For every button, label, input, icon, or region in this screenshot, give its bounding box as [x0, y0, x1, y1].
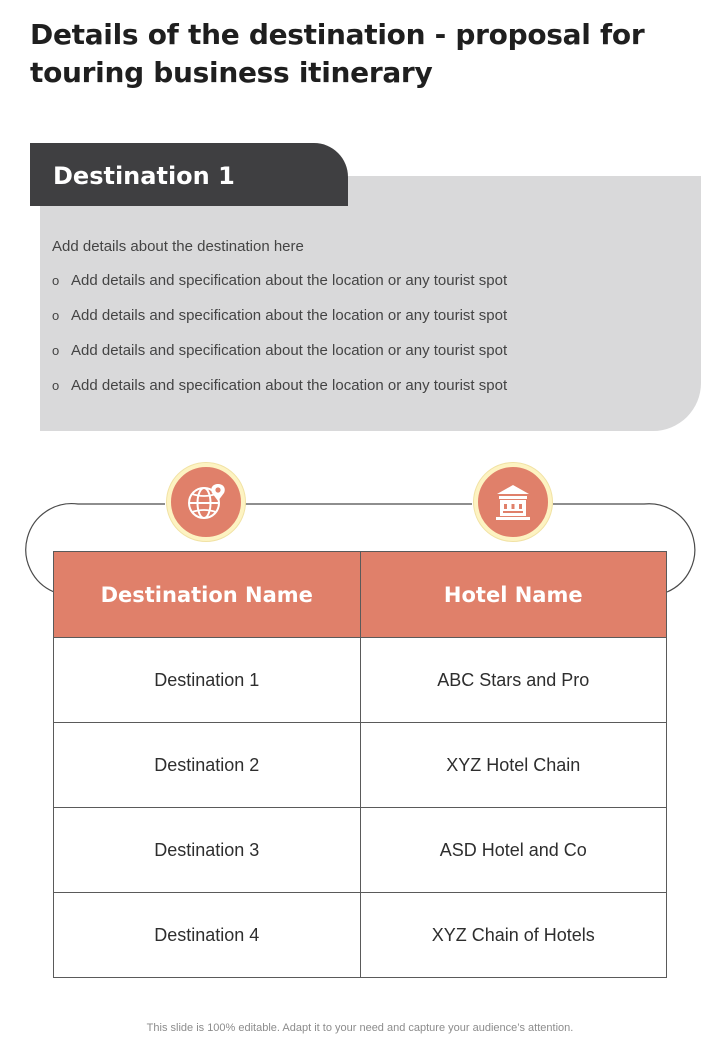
destination-cell: Destination 2 — [54, 723, 361, 808]
header-hotel-name: Hotel Name — [360, 552, 667, 638]
footer-note: This slide is 100% editable. Adapt it to your need and capture your audience’s attention. — [146, 1022, 574, 1034]
header-destination-name: Destination Name — [54, 552, 361, 638]
bullet-marker: o — [52, 273, 60, 288]
hotel-cell: ABC Stars and Pro — [360, 638, 667, 723]
globe-location-icon — [184, 480, 228, 524]
destination-cell: Destination 3 — [54, 808, 361, 893]
table-row — [54, 808, 667, 893]
hotel-cell: ASD Hotel and Co — [360, 808, 667, 893]
table-row — [54, 893, 667, 978]
hotel-cell: XYZ Hotel Chain — [360, 723, 667, 808]
table-row — [54, 723, 667, 808]
bullet-text: Add details and specification about the location or any tourist spot — [71, 307, 508, 324]
table-header-row — [54, 552, 667, 638]
hotel-building-icon — [491, 480, 535, 524]
table-row — [54, 638, 667, 723]
bullet-text: Add details and specification about the location or any tourist spot — [71, 272, 508, 289]
bullet-marker: o — [52, 378, 60, 393]
destination-cell: Destination 1 — [54, 638, 361, 723]
hotel-cell: XYZ Chain of Hotels — [360, 893, 667, 978]
page-title: Details of the destination - proposal for touring business itinerary — [30, 18, 645, 89]
hotel-building-icon-badge — [474, 463, 552, 541]
bullet-text: Add details and specification about the location or any tourist spot — [71, 342, 508, 359]
bullet-text: Add details and specification about the location or any tourist spot — [71, 377, 508, 394]
bullet-marker: o — [52, 308, 60, 323]
destination-intro: Add details about the destination here — [52, 238, 304, 255]
hotel-table — [53, 551, 667, 978]
bullet-marker: o — [52, 343, 60, 358]
globe-location-icon-badge — [167, 463, 245, 541]
destination-cell: Destination 4 — [54, 893, 361, 978]
destination-tab: Destination 1 — [30, 143, 348, 206]
